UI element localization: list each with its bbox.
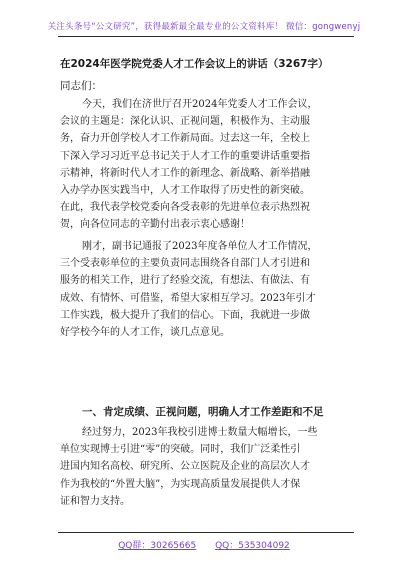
- paragraph-line: 三个受表彰单位的主要负责同志围绕各自部门人才引进和: [60, 258, 310, 270]
- footer-contacts: [0, 538, 408, 551]
- section-heading: 一、肯定成绩、正视问题，明确人才工作差距和不足: [82, 406, 324, 418]
- document-title: 在2024年医学院党委人才工作会议上的讲话（3267字）: [60, 58, 329, 70]
- paragraph-line: 作为我校的“外置大脑”，为实现高质量发展提供人才保: [60, 478, 301, 490]
- paragraph-line: 会议的主题是：深化认识、正视问题，积极作为、主动服: [60, 116, 310, 128]
- paragraph-line: 刚才，副书记通报了2023年度各单位人才工作情况，: [82, 241, 318, 252]
- paragraph-line: 成效、有情怀、可借鉴，希望大家相互学习。2023年引才: [60, 292, 316, 304]
- header-promo-note: 关注头条号“公文研究”，获得最新最全最专业的公文资料库！ 微信：gongwenyj: [47, 22, 361, 32]
- paragraph-line: 务，奋力开创学校人才工作新局面。过去这一年，全校上: [60, 133, 310, 145]
- paragraph-line: 服务的相关工作，进行了经验交流，有想法、有做法、有: [60, 275, 310, 287]
- paragraph-line: 在此，我代表学校党委向各受表彰的先进单位表示热烈祝: [60, 202, 310, 214]
- paragraph-line: 入办学办医实践当中，人才工作取得了历史性的新突破。: [60, 185, 310, 197]
- paragraph-line: 单位实现博士引进“零”的突破。同时，我们广泛柔性引: [60, 444, 301, 456]
- paragraph-line: 贺，向各位同志的辛勤付出表示衷心感谢！: [60, 219, 250, 231]
- paragraph-line: 下深入学习习近平总书记关于人才工作的重要讲话重要指: [60, 150, 310, 162]
- paragraph-section-one: [60, 424, 355, 510]
- paragraph-line: 示精神，将新时代人才工作的新理念、新战略、新举措融: [60, 167, 310, 179]
- footer-qq-group: QQ群：30265665: [118, 541, 197, 551]
- header-divider: [58, 36, 354, 37]
- paragraph-line: 工作实践，极大提升了我们的信心。下面，我就进一步做: [60, 309, 310, 321]
- paragraph-line: 证和智力支持。: [60, 495, 130, 507]
- salutation: 同志们：: [60, 80, 102, 92]
- footer-divider: [58, 532, 354, 533]
- paragraph-intro: [60, 96, 355, 234]
- paragraph-report: [60, 238, 355, 341]
- paragraph-line: 经过努力，2023年我校引进博士数量大幅增长，一些: [82, 427, 318, 438]
- paragraph-line: 好学校今年的人才工作，谈几点意见。: [60, 327, 230, 339]
- footer-qq-contact: QQ：535304092: [215, 541, 290, 551]
- paragraph-line: 今天，我们在济世厅召开2024年党委人才工作会议，: [82, 99, 318, 110]
- paragraph-line: 进国内知名高校、研究所、公立医院及企业的高层次人才: [60, 461, 310, 473]
